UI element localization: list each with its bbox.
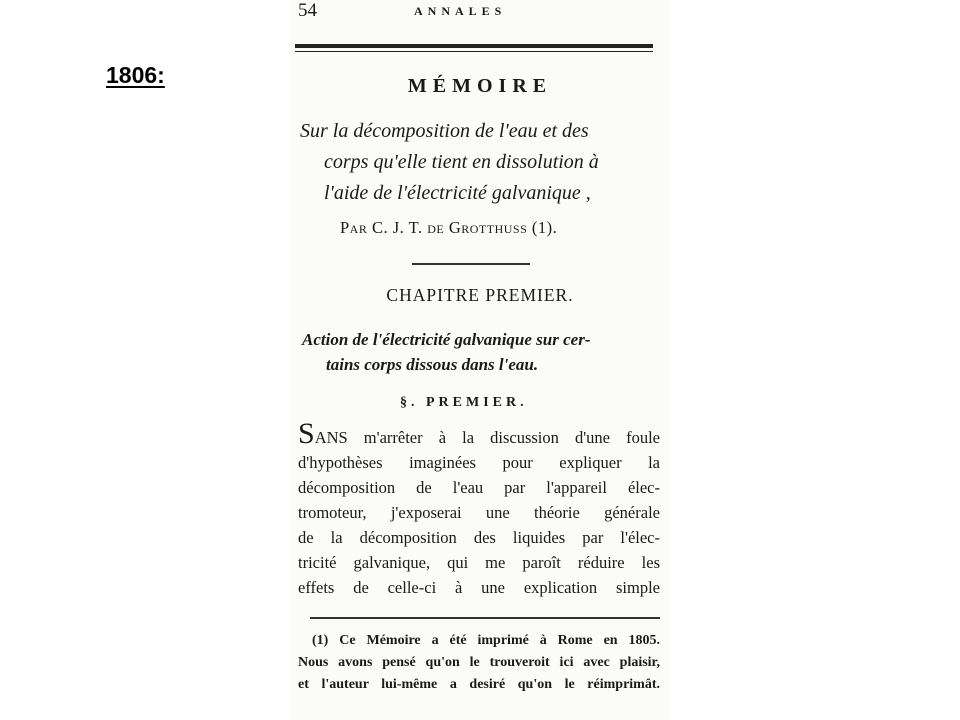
body-paragraph	[298, 417, 660, 600]
running-head	[290, 0, 670, 24]
section-heading-line: Action de l'électricité galvanique sur cer-	[302, 330, 591, 349]
article-subtitle	[300, 116, 665, 209]
journal-name: ANNALES	[414, 4, 507, 18]
body-line: de la décomposition des liquides par l'élec-	[298, 528, 660, 547]
body-line: tricité galvanique, qui me paroît réduire les	[298, 553, 660, 572]
body-line: tromoteur, j'exposerai une théorie générale	[298, 503, 660, 522]
body-line-rest: ANS m'arrêter à la discussion d'une foule	[314, 428, 660, 447]
body-line: effets de celle-ci à une explication simple	[298, 578, 660, 597]
paragraph-mark: §. PREMIER.	[400, 395, 528, 410]
footnote-line: (1) Ce Mémoire a été imprimé à Rome en 1805.	[312, 633, 660, 648]
subtitle-line: l'aide de l'électricité galvanique ,	[324, 182, 591, 204]
body-line	[298, 417, 660, 450]
body-line: d'hypothèses imaginées pour expliquer la	[298, 453, 660, 472]
author-byline: Par C. J. T. de Grotthuss (1).	[340, 218, 558, 237]
page-number: 54	[298, 0, 317, 21]
section-heading-line: tains corps dissous dans l'eau.	[326, 355, 539, 374]
body-line: décomposition de l'eau par l'appareil élec-	[298, 478, 660, 497]
footnote-line: et l'auteur lui-même a desiré qu'on le réimprimât.	[298, 677, 660, 692]
subtitle-line: Sur la décomposition de l'eau et des	[300, 120, 589, 142]
scanned-page	[290, 0, 670, 720]
header-rule-thin	[295, 51, 653, 52]
drop-cap: S	[298, 417, 315, 450]
section-heading	[302, 327, 662, 377]
chapter-heading: CHAPITRE PREMIER.	[386, 285, 574, 305]
subtitle-line: corps qu'elle tient en dissolution à	[324, 151, 599, 173]
footnote-rule	[310, 617, 660, 619]
title-divider	[412, 263, 530, 265]
footnote	[298, 630, 660, 696]
slide-year-label: 1806:	[106, 62, 165, 88]
header-rule-thick	[295, 44, 653, 48]
footnote-line: Nous avons pensé qu'on le trouveroit ici avec plaisir,	[298, 655, 660, 670]
article-title: MÉMOIRE	[407, 75, 553, 97]
